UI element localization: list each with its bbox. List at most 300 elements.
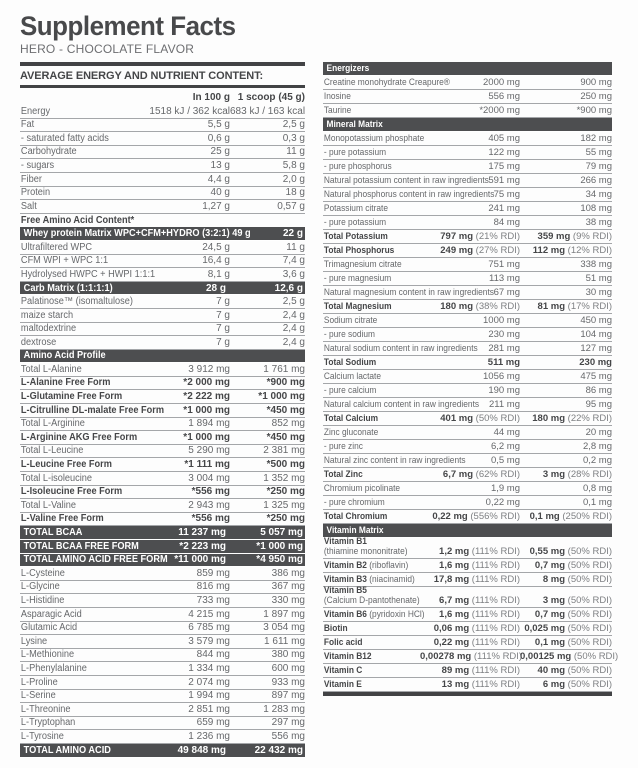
rdi-note: (50% RDI)	[565, 560, 612, 571]
table-row	[20, 486, 305, 500]
table-row	[20, 513, 305, 527]
row-label-text: Vitamin B2	[323, 560, 367, 571]
row-label-text: Vitamin Matrix	[326, 524, 384, 536]
row-label-text: Inosine	[323, 91, 351, 102]
row-label-text: Protein	[20, 187, 51, 199]
row-value-100g	[420, 358, 520, 369]
value: 1 283 mg	[263, 703, 305, 715]
row-value-100g	[140, 255, 230, 267]
value: 0,06 mg	[433, 623, 470, 634]
column-headers	[20, 88, 305, 105]
row-value-scoop	[230, 269, 305, 281]
section-header-row	[323, 62, 612, 76]
value: 0,2 mg	[582, 455, 612, 466]
rdi-note: (21% RDI)	[473, 231, 520, 242]
value: 113 mg	[489, 273, 520, 284]
table-row	[20, 635, 305, 649]
row-label-text: Asparagic Acid	[20, 608, 82, 620]
table-row	[20, 730, 305, 744]
table-row	[323, 636, 612, 650]
row-label-text: - pure phosphorus	[323, 161, 392, 172]
row-label-text: Ultrafiltered WPC	[20, 241, 92, 253]
row-label-text: - pure potassium	[323, 147, 387, 158]
table-row	[323, 608, 612, 622]
row-value-100g	[140, 432, 230, 444]
value: 250 mg	[580, 91, 612, 102]
value: 405 mg	[488, 133, 520, 144]
row-value-100g	[140, 486, 230, 498]
row-value-scoop	[520, 148, 612, 159]
table-row	[323, 216, 612, 230]
row-label-text: Total Calcium	[323, 413, 379, 424]
row-label-text: - pure sodium	[323, 329, 376, 340]
value: 2,5 g	[282, 295, 305, 307]
row-value-scoop	[228, 745, 305, 756]
row-label-text: Chromium picolinate	[323, 483, 401, 494]
value: 556 mg	[271, 730, 305, 742]
value: 13 g	[210, 159, 230, 171]
row-value-scoop	[520, 428, 612, 439]
row-value-scoop	[520, 78, 612, 89]
table-row	[20, 214, 305, 228]
table-row	[323, 426, 612, 440]
row-value-scoop	[520, 218, 612, 229]
row-value-scoop	[230, 364, 305, 376]
row-value-scoop	[520, 442, 612, 453]
table-row	[20, 622, 305, 636]
row-value-100g	[140, 459, 230, 471]
right-column	[323, 62, 619, 696]
value: 25 g	[210, 146, 230, 158]
row-value-100g	[136, 541, 228, 552]
row-label-text: Folic acid	[323, 637, 363, 648]
row-label	[323, 162, 408, 173]
row-label-text: L-Citrulline DL-malate Free Form	[20, 404, 165, 416]
row-value-100g	[140, 242, 230, 254]
rdi-note: (12% RDI)	[565, 245, 612, 256]
table-row	[323, 146, 612, 160]
row-label-text: - saturated fatty acids	[20, 132, 109, 144]
value: 2 851 mg	[188, 703, 230, 715]
row-label-text: CFM WPI + WPC 1:1	[20, 255, 109, 267]
value: 51 mg	[585, 273, 612, 284]
row-value-scoop	[230, 636, 305, 648]
row-label-text: dextrose	[20, 336, 57, 348]
row-label	[20, 513, 130, 525]
rdi-note: (38% RDI)	[473, 301, 520, 312]
section-header-row	[20, 350, 305, 364]
row-value-scoop	[230, 581, 305, 593]
row-label-text: Salt	[20, 200, 37, 212]
value: 2,5 g	[282, 119, 305, 131]
rdi-note: (50% RDI)	[473, 413, 520, 424]
value: *1 111 mg	[184, 459, 230, 471]
table-row	[20, 159, 305, 173]
row-value-100g	[140, 119, 230, 131]
row-label	[323, 92, 408, 103]
page-title: Supplement Facts	[20, 11, 236, 41]
row-label	[20, 174, 130, 186]
row-value-scoop	[230, 133, 305, 145]
rdi-note: (9% RDI)	[570, 231, 612, 242]
value: 13 mg	[441, 679, 470, 690]
value: 22 432 mg	[254, 744, 303, 756]
value: 683 kJ / 163 kcal	[230, 105, 306, 117]
table-row	[20, 119, 305, 133]
table-row	[20, 418, 305, 432]
row-label	[20, 404, 165, 417]
row-label-text: Creatine monohydrate Creapure®	[323, 77, 450, 88]
row-value-100g	[420, 218, 520, 229]
table-row	[20, 472, 305, 486]
table-row	[323, 258, 612, 272]
value: 180 mg	[532, 413, 566, 424]
row-value-scoop	[230, 731, 305, 743]
table-row	[20, 377, 305, 391]
row-value-scoop	[520, 92, 612, 103]
row-label	[323, 232, 408, 243]
rdi-note: (111% RDI)	[469, 679, 520, 690]
row-value-scoop	[230, 377, 305, 389]
row-value-100g	[420, 575, 520, 586]
table-row	[323, 664, 612, 678]
value: 180 mg	[440, 301, 474, 312]
value: 7 g	[216, 323, 230, 335]
row-value-100g	[136, 745, 228, 756]
value: 11 237 mg	[178, 527, 226, 539]
row-value-100g	[136, 527, 228, 538]
row-value-scoop	[520, 344, 612, 355]
section-header-row	[20, 554, 305, 568]
row-label	[323, 526, 577, 536]
value: *1 000 mg	[183, 404, 230, 416]
row-label	[20, 636, 130, 648]
row-label-text: TOTAL BCAA FREE FORM	[23, 540, 139, 552]
value: 2 074 mg	[188, 676, 230, 688]
rdi-note: (111% RDI)	[469, 665, 520, 676]
row-value-scoop	[520, 246, 612, 257]
table-row	[323, 202, 612, 216]
row-value-scoop	[520, 484, 612, 495]
row-label	[323, 561, 408, 572]
row-value-scoop	[230, 405, 305, 417]
row-label-text: Total L-isoleucine	[20, 472, 93, 484]
row-value-scoop	[230, 568, 305, 580]
value: 3 mg	[542, 595, 566, 606]
row-label-text: maize starch	[20, 309, 74, 321]
row-value-100g	[140, 201, 230, 213]
table-row	[20, 567, 305, 581]
row-label	[323, 585, 420, 607]
section-header-row	[20, 540, 305, 554]
row-value-100g	[420, 470, 520, 481]
rdi-note: (111% RDI)	[469, 574, 520, 585]
row-label-text: L-Alanine Free Form	[20, 377, 111, 389]
value: 7 g	[216, 295, 230, 307]
value: *1 000 mg	[256, 540, 303, 552]
row-label	[20, 581, 130, 593]
row-label-text: Total Chromium	[323, 511, 388, 522]
value: *900 mg	[266, 377, 305, 389]
value: 24,5 g	[202, 241, 230, 253]
row-value-100g	[420, 274, 520, 285]
row-label	[20, 486, 130, 498]
row-value-100g	[420, 561, 520, 572]
rdi-note: (50% RDI)	[565, 623, 612, 634]
row-value-100g	[420, 442, 520, 453]
table-row	[20, 241, 305, 255]
row-label-text: L-Tyrosine	[20, 730, 64, 742]
table-row	[20, 581, 305, 595]
row-value-100g	[420, 232, 520, 243]
row-label	[20, 690, 130, 702]
row-value-100g	[140, 731, 230, 743]
value: *1 000 mg	[183, 431, 230, 443]
value: 0,22 mg	[432, 511, 468, 522]
row-label	[20, 146, 130, 158]
table-row	[323, 286, 612, 300]
row-value-100g	[420, 414, 520, 425]
value: 0,00125 mg	[520, 651, 572, 662]
table-row	[20, 200, 305, 214]
row-value-scoop	[520, 260, 612, 271]
row-label	[20, 215, 282, 227]
rdi-note: (50% RDI)	[565, 609, 612, 620]
row-label	[20, 337, 130, 349]
row-value-100g	[140, 690, 230, 702]
row-label-text: Energy	[20, 105, 51, 117]
table-row	[20, 146, 305, 160]
table-row	[20, 323, 305, 337]
row-label-text: Hydrolysed HWPC + HWPI 1:1:1	[20, 268, 156, 280]
left-column	[20, 12, 305, 758]
table-row	[323, 412, 612, 426]
row-value-100g	[420, 484, 520, 495]
row-label	[323, 442, 408, 453]
row-value-100g	[140, 337, 230, 349]
rdi-note: (556% RDI)	[467, 511, 520, 522]
row-value-100g	[420, 330, 520, 341]
value: 108 mg	[580, 203, 612, 214]
value: 211 mg	[489, 399, 520, 410]
row-label-text: L-Serine	[20, 690, 56, 702]
row-label-text: L-Glycine	[20, 581, 60, 593]
value: 450 mg	[580, 315, 612, 326]
value: 281 mg	[488, 343, 520, 354]
row-label	[20, 717, 130, 729]
table-row	[323, 454, 612, 468]
value: *1 000 mg	[258, 391, 305, 403]
row-value-scoop	[520, 561, 612, 572]
row-label	[20, 187, 130, 199]
row-value-100g	[140, 500, 230, 512]
row-value-scoop	[230, 310, 305, 322]
table-row	[20, 363, 305, 377]
row-value-scoop	[230, 174, 305, 186]
value: 659 mg	[196, 717, 230, 729]
value: 6,7 mg	[439, 595, 470, 606]
row-value-100g	[140, 609, 230, 621]
row-label	[20, 364, 130, 376]
row-value-scoop	[230, 119, 305, 131]
table-row	[323, 188, 612, 202]
row-label	[20, 459, 130, 471]
row-value-scoop	[230, 500, 305, 512]
row-label-text: L-Proline	[20, 676, 58, 688]
table-row	[20, 445, 305, 459]
value: 733 mg	[196, 594, 230, 606]
row-value-100g	[420, 386, 520, 397]
row-value-scoop	[230, 717, 305, 729]
row-value-scoop	[520, 512, 612, 523]
section-header-row	[20, 526, 305, 540]
table-row	[20, 649, 305, 663]
row-label	[323, 498, 408, 509]
value: 1,2 mg	[439, 546, 470, 557]
value: 0,00278 mg	[420, 651, 472, 662]
value: 1518 kJ / 362 kcal	[149, 105, 230, 117]
value: 1 352 mg	[263, 472, 305, 484]
row-label	[20, 568, 130, 580]
value: 1000 mg	[483, 315, 520, 326]
row-label	[323, 414, 408, 425]
table-row	[323, 650, 619, 664]
row-value-100g	[420, 302, 520, 313]
value: 6,2 mg	[490, 441, 520, 452]
row-label	[20, 268, 156, 281]
table-row	[20, 404, 305, 418]
value: 1 325 mg	[263, 499, 305, 511]
row-value-scoop	[520, 575, 612, 586]
row-value-100g	[420, 547, 520, 558]
row-label	[323, 64, 577, 74]
value: *11 000 mg	[174, 554, 226, 566]
row-value-scoop	[520, 414, 612, 425]
row-value-scoop	[520, 162, 612, 173]
value: 600 mg	[271, 662, 305, 674]
value: 0,8 mg	[582, 483, 612, 494]
row-value-scoop	[228, 283, 305, 294]
row-label-text: Lysine	[20, 635, 48, 647]
value: 0,55 mg	[529, 546, 566, 557]
row-value-100g	[140, 704, 230, 716]
row-label-text: - pure calcium	[323, 385, 377, 396]
value: 933 mg	[271, 676, 305, 688]
row-value-100g	[140, 445, 230, 457]
row-value-scoop	[230, 649, 305, 661]
row-label-text: Natural zinc content in raw ingredients	[323, 455, 466, 466]
table-row	[323, 440, 612, 454]
rdi-note: (111% RDI)	[469, 595, 520, 606]
value: 5,8 g	[282, 159, 305, 171]
flavor-subtitle: HERO - CHOCOLATE FLAVOR	[20, 42, 195, 56]
table-row	[20, 458, 305, 472]
row-value-scoop	[230, 513, 305, 525]
row-label	[323, 218, 408, 229]
rdi-note: (111% RDI)	[469, 637, 520, 648]
row-value-100g	[420, 596, 520, 607]
value: 816 mg	[196, 581, 230, 593]
row-value-100g	[140, 364, 230, 376]
row-value-scoop	[230, 609, 305, 621]
table-row	[323, 342, 612, 356]
row-label	[323, 175, 489, 187]
row-label	[20, 377, 130, 389]
table-row	[323, 482, 612, 496]
row-value-100g	[140, 513, 230, 525]
value: 338 mg	[580, 259, 612, 270]
row-label	[323, 484, 408, 495]
avg-content-label: AVERAGE ENERGY AND NUTRIENT CONTENT:	[20, 70, 264, 82]
value: 0,7 mg	[534, 609, 566, 620]
value: 11 g	[286, 241, 305, 253]
table-row	[323, 384, 612, 398]
row-value-100g	[140, 187, 230, 199]
table-row	[323, 370, 612, 384]
row-value-scoop	[520, 190, 612, 201]
row-label-text: L-Phenylalanine	[20, 662, 87, 674]
row-label-text: L-Cysteine	[20, 567, 65, 579]
value: 5 057 mg	[260, 527, 303, 539]
row-label	[323, 428, 408, 439]
rdi-note: (111% RDI)	[469, 560, 520, 571]
row-value-100g	[420, 498, 520, 509]
row-label	[20, 745, 127, 756]
row-value-scoop	[230, 255, 305, 267]
row-label-text: L-Methionine	[20, 649, 75, 661]
rdi-note: (50% RDI)	[571, 651, 619, 662]
row-value-scoop	[520, 624, 612, 635]
row-value-scoop	[230, 418, 305, 430]
rdi-note: (111% RDI)	[469, 609, 520, 620]
row-label-text: Free Amino Acid Content*	[20, 215, 135, 227]
row-label	[323, 372, 408, 383]
value: 190 mg	[488, 385, 520, 396]
value: 175 mg	[488, 161, 520, 172]
row-value-100g	[140, 717, 230, 729]
row-label-note: (niacinamid)	[366, 574, 415, 585]
value: 7 g	[216, 309, 230, 321]
row-value-scoop	[520, 666, 612, 677]
value: *250 mg	[266, 486, 305, 498]
row-value-scoop	[520, 330, 612, 341]
row-label	[323, 609, 425, 621]
row-label	[323, 148, 408, 159]
value: 386 mg	[271, 567, 305, 579]
row-label-text: Total Potassium	[323, 231, 388, 242]
nutrition-table-left	[20, 105, 305, 758]
table-row	[20, 717, 305, 731]
rdi-note: (250% RDI)	[559, 511, 612, 522]
row-value-100g	[420, 162, 520, 173]
row-value-scoop	[228, 527, 305, 538]
row-label	[20, 295, 133, 308]
row-label-note: (riboflavin)	[366, 560, 409, 571]
table-row	[323, 244, 612, 258]
row-label	[323, 386, 408, 397]
rdi-note: (50% RDI)	[565, 665, 612, 676]
row-label	[323, 133, 425, 145]
row-label-text: Taurine	[323, 105, 352, 116]
table-row	[20, 608, 305, 622]
row-label	[20, 228, 251, 240]
value: 0,025 mg	[524, 623, 566, 634]
value: 1,6 mg	[439, 609, 470, 620]
row-label-text: Mineral Matrix	[326, 118, 383, 130]
row-value-scoop	[520, 498, 612, 509]
row-value-scoop	[520, 470, 612, 481]
row-label	[20, 418, 130, 430]
